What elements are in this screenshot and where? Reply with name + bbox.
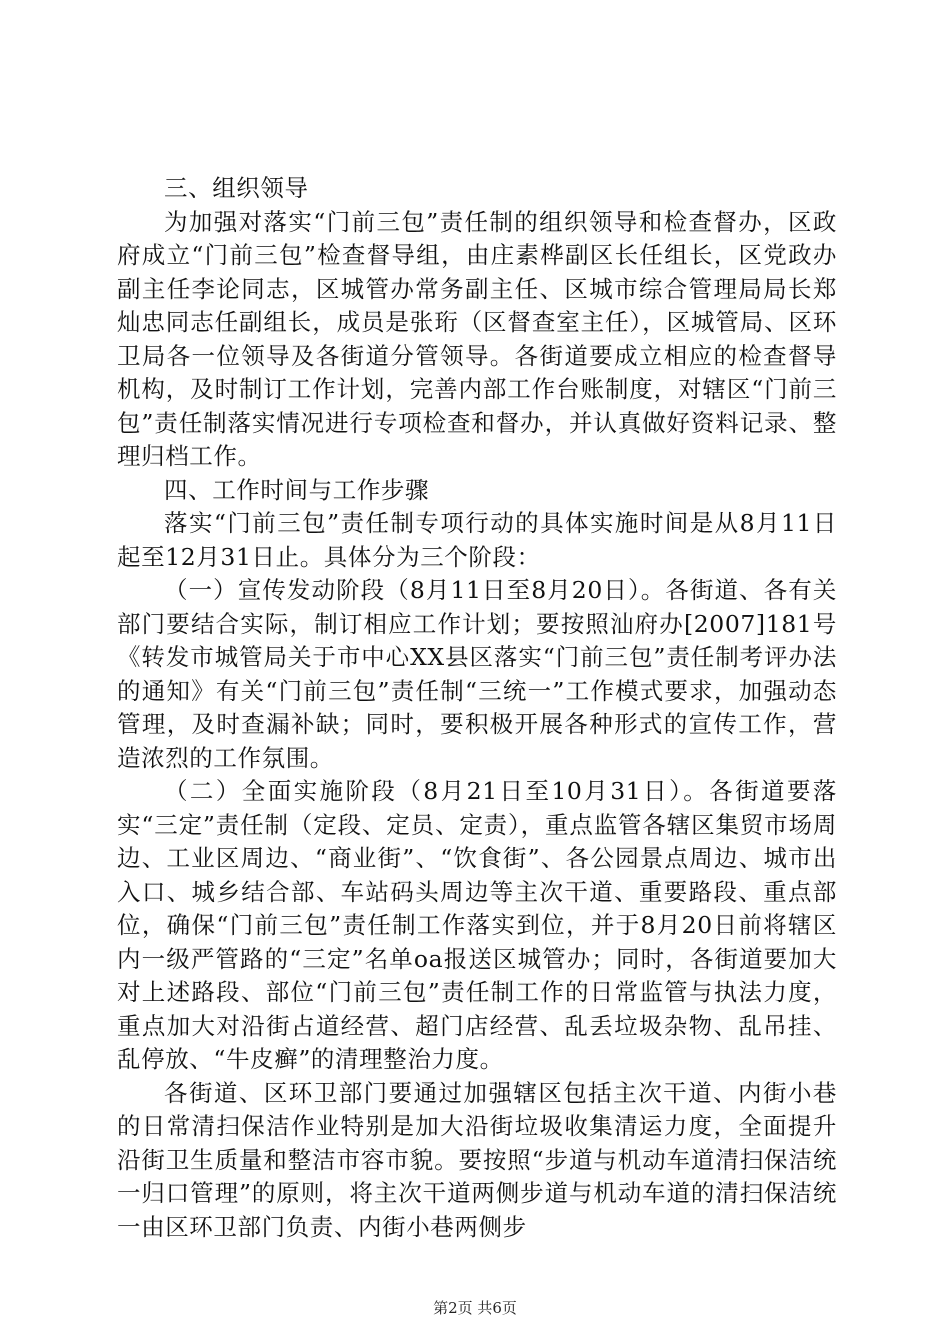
section-heading-organization: 三、组织领导 <box>164 174 309 202</box>
section-heading-schedule: 四、工作时间与工作步骤 <box>164 475 430 504</box>
paragraph-phase-two: （二）全面实施阶段（8月21日至10月31日）。各街道要落实“三定”责任制（定段、定员、定责），重点监管各辖区集贸市场周边、工业区周边、“商业街”、“饮食街”、各公园景点周边、城市出入口、城乡结合部、车站码头周边等主次干道、重要路段、重点部位，确保“门前三包”责任制工作落实到位，并于8月20日前将辖区内一级严管路的“三定”名单oa报送区城管办；同时，各街道要加大对上述路段、部位“门前三包”责任制工作的日常监管与执法力度，重点加大对沿街占道经营、超门店经营、乱丢垃圾杂物、乱吊挂、乱停放、“牛皮癣”的清理整治力度。 <box>117 777 837 1073</box>
paragraph-phase-one: （一）宣传发动阶段（8月11日至8月20日）。各街道、各有关部门要结合实际，制订相应工作计划；要按照汕府办[2007]181号《转发市城管局关于市中心XX县区落实“门前三包”责任制考评办法的通知》有关“门前三包”责任制“三统一”工作模式要求，加强动态管理，及时查漏补缺；同时，要积极开展各种形式的宣传工作，营造浓烈的工作氛围。 <box>117 576 837 772</box>
document-body <box>117 172 837 1244</box>
paragraph-organization: 为加强对落实“门前三包”责任制的组织领导和检查督办，区政府成立“门前三包”检查督导组，由庄素桦副区长任组长，区党政办副主任李论同志，区城管办常务副主任、区城市综合管理局局长郑灿忠同志任副组长，成员是张珩（区督查室主任），区城管局、区环卫局各一位领导及各街道分管领导。各街道要成立相应的检查督导机构，及时制订工作计划，完善内部工作台账制度，对辖区“门前三包”责任制落实情况进行专项检查和督办，并认真做好资料记录、整理归档工作。 <box>117 207 837 470</box>
paragraph-schedule-intro: 落实“门前三包”责任制专项行动的具体实施时间是从8月11日起至12月31日止。具体分为三个阶段： <box>117 509 837 571</box>
page-number-footer: 第2页 共6页 <box>433 1299 517 1317</box>
paragraph-sanitation: 各街道、区环卫部门要通过加强辖区包括主次干道、内街小巷的日常清扫保洁作业特别是加大沿街垃圾收集清运力度，全面提升沿街卫生质量和整洁市容市貌。要按照“步道与机动车道清扫保洁统一归口管理”的原则，将主次干道两侧步道与机动车道的清扫保洁统一由区环卫部门负责、内街小巷两侧步 <box>117 1078 837 1241</box>
